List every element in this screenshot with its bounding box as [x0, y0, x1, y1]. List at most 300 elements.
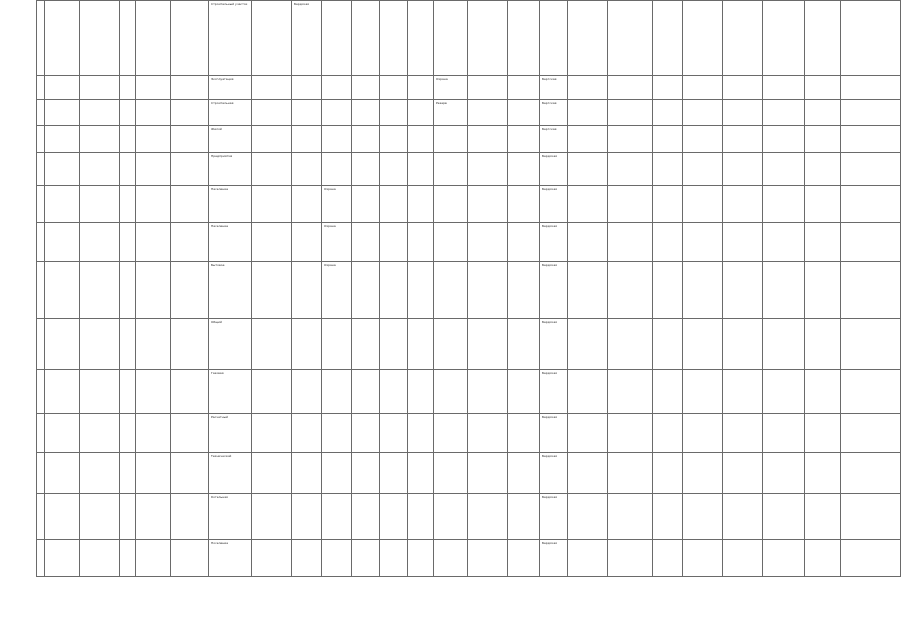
table-cell [468, 126, 508, 153]
table-cell: Жилой [209, 126, 252, 153]
table-cell [45, 319, 80, 370]
table-cell [80, 76, 120, 100]
table-cell [683, 76, 723, 100]
table-cell [352, 453, 380, 494]
table-cell [171, 540, 209, 577]
table-cell [380, 370, 408, 414]
table-cell [37, 223, 45, 262]
table-cell [292, 153, 322, 186]
table-cell [723, 1, 763, 76]
table-cell [508, 262, 540, 319]
table-cell [292, 414, 322, 453]
table-cell [380, 414, 408, 453]
table-row [37, 370, 901, 414]
table-cell: Бердская [540, 453, 568, 494]
table-cell [805, 370, 841, 414]
table-cell [37, 319, 45, 370]
table-cell [45, 262, 80, 319]
table-cell [80, 1, 120, 76]
table-cell [568, 76, 608, 100]
table-cell [80, 414, 120, 453]
table-cell [408, 494, 434, 540]
table-cell: Строительный участок [209, 1, 252, 76]
table-cell [568, 494, 608, 540]
table-cell [653, 1, 683, 76]
table-cell [408, 262, 434, 319]
table-cell [468, 186, 508, 223]
table-cell [683, 319, 723, 370]
table-cell [540, 1, 568, 76]
table-row [37, 76, 901, 100]
table-cell: Бергская [540, 76, 568, 100]
table-cell [171, 1, 209, 76]
table-cell [434, 370, 468, 414]
table-cell [37, 186, 45, 223]
table-cell [80, 494, 120, 540]
table-cell: Бергская [540, 126, 568, 153]
table-cell [608, 494, 653, 540]
table-cell [252, 494, 292, 540]
table-cell [683, 262, 723, 319]
table-cell [805, 223, 841, 262]
table-cell [653, 126, 683, 153]
table-cell [763, 262, 805, 319]
table-cell [841, 153, 901, 186]
table-cell [508, 540, 540, 577]
table-cell [608, 414, 653, 453]
table-cell [723, 453, 763, 494]
table-cell [171, 153, 209, 186]
table-cell: Бытовое [209, 262, 252, 319]
table-cell: Охрана [322, 186, 352, 223]
table-cell [568, 319, 608, 370]
table-cell: Строительная [209, 100, 252, 126]
table-cell [252, 319, 292, 370]
table-cell [841, 319, 901, 370]
table-cell [80, 319, 120, 370]
table-cell [653, 494, 683, 540]
table-cell [434, 126, 468, 153]
table-cell [136, 370, 171, 414]
table-cell [120, 76, 136, 100]
table-cell [683, 223, 723, 262]
table-cell: Бергская [540, 100, 568, 126]
table-row [37, 540, 901, 577]
table-cell [508, 453, 540, 494]
registry-body [37, 1, 901, 577]
table-cell [37, 414, 45, 453]
table-cell [380, 319, 408, 370]
table-cell [508, 186, 540, 223]
table-cell [322, 370, 352, 414]
table-cell [763, 494, 805, 540]
table-cell [434, 494, 468, 540]
table-cell: Предприятия [209, 153, 252, 186]
table-cell [568, 370, 608, 414]
table-cell [80, 540, 120, 577]
table-cell [653, 414, 683, 453]
table-cell [37, 100, 45, 126]
table-cell [136, 1, 171, 76]
table-row [37, 494, 901, 540]
table-cell [723, 186, 763, 223]
table-cell: Охрана [434, 76, 468, 100]
table-cell [653, 223, 683, 262]
table-cell [136, 453, 171, 494]
table-cell [408, 370, 434, 414]
table-cell [136, 223, 171, 262]
table-cell [723, 319, 763, 370]
table-cell [120, 223, 136, 262]
table-cell [136, 319, 171, 370]
table-cell [653, 370, 683, 414]
table-cell: Бердская [540, 414, 568, 453]
table-cell [37, 153, 45, 186]
table-cell [434, 262, 468, 319]
table-cell [805, 540, 841, 577]
table-cell: Охрана [322, 223, 352, 262]
table-cell [408, 153, 434, 186]
table-cell [841, 453, 901, 494]
table-cell [653, 262, 683, 319]
table-cell [805, 319, 841, 370]
table-cell [841, 414, 901, 453]
table-cell [352, 1, 380, 76]
table-cell [763, 319, 805, 370]
table-cell [171, 453, 209, 494]
table-cell [322, 540, 352, 577]
table-cell [322, 1, 352, 76]
table-cell [683, 494, 723, 540]
table-cell [653, 540, 683, 577]
table-row [37, 223, 901, 262]
table-cell [136, 494, 171, 540]
table-row [37, 453, 901, 494]
table-cell [37, 1, 45, 76]
table-cell [171, 370, 209, 414]
table-cell [723, 414, 763, 453]
table-cell [468, 494, 508, 540]
table-cell [45, 126, 80, 153]
table-cell [805, 262, 841, 319]
table-cell [380, 126, 408, 153]
table-cell [352, 540, 380, 577]
table-cell [171, 126, 209, 153]
table-cell [683, 186, 723, 223]
table-cell [45, 153, 80, 186]
table-cell [723, 494, 763, 540]
table-cell [468, 453, 508, 494]
registry-table [36, 0, 901, 577]
table-cell [252, 76, 292, 100]
table-cell [723, 262, 763, 319]
table-cell [763, 153, 805, 186]
table-cell [608, 126, 653, 153]
table-cell [568, 262, 608, 319]
table-cell [608, 262, 653, 319]
table-cell [252, 453, 292, 494]
table-cell [120, 453, 136, 494]
table-cell [468, 540, 508, 577]
table-cell [252, 540, 292, 577]
table-cell [37, 453, 45, 494]
table-cell [37, 494, 45, 540]
table-cell [37, 262, 45, 319]
table-cell: Общий [209, 319, 252, 370]
table-cell [653, 453, 683, 494]
table-cell [608, 453, 653, 494]
table-cell [45, 186, 80, 223]
table-cell [292, 186, 322, 223]
table-cell [434, 540, 468, 577]
table-cell: Бердская [292, 1, 322, 76]
table-cell [683, 370, 723, 414]
table-cell [252, 223, 292, 262]
table-cell [352, 414, 380, 453]
table-cell [252, 126, 292, 153]
table-cell [352, 319, 380, 370]
table-row [37, 100, 901, 126]
table-cell [608, 153, 653, 186]
table-cell [80, 370, 120, 414]
table-cell [45, 370, 80, 414]
table-cell [683, 100, 723, 126]
table-cell [45, 453, 80, 494]
table-cell [653, 153, 683, 186]
table-cell [136, 126, 171, 153]
table-cell [120, 186, 136, 223]
table-cell [292, 76, 322, 100]
table-cell: Население [209, 223, 252, 262]
table-cell [608, 100, 653, 126]
table-cell [841, 186, 901, 223]
table-cell [322, 494, 352, 540]
table-cell [136, 100, 171, 126]
table-cell [380, 494, 408, 540]
table-cell [136, 153, 171, 186]
table-cell [45, 414, 80, 453]
table-cell [468, 370, 508, 414]
table-cell [841, 126, 901, 153]
table-cell [568, 186, 608, 223]
table-cell [434, 153, 468, 186]
table-cell [292, 100, 322, 126]
table-cell [252, 153, 292, 186]
table-cell [352, 494, 380, 540]
table-cell [120, 414, 136, 453]
table-cell [352, 262, 380, 319]
table-cell [252, 262, 292, 319]
table-cell [120, 370, 136, 414]
table-cell [352, 153, 380, 186]
table-cell [408, 453, 434, 494]
table-cell [322, 76, 352, 100]
table-cell [468, 1, 508, 76]
table-cell [352, 370, 380, 414]
table-row [37, 126, 901, 153]
table-cell: Бердская [540, 223, 568, 262]
table-cell [136, 76, 171, 100]
table-row [37, 319, 901, 370]
table-cell [683, 1, 723, 76]
table-cell [841, 223, 901, 262]
table-row [37, 414, 901, 453]
table-cell [292, 453, 322, 494]
table-cell [434, 319, 468, 370]
table-cell [805, 494, 841, 540]
table-cell [434, 223, 468, 262]
table-cell [763, 370, 805, 414]
table-cell [468, 100, 508, 126]
table-cell [322, 453, 352, 494]
table-cell [568, 126, 608, 153]
table-cell [723, 223, 763, 262]
table-cell [252, 1, 292, 76]
table-cell [841, 100, 901, 126]
table-cell [80, 453, 120, 494]
table-cell [171, 76, 209, 100]
table-cell [380, 223, 408, 262]
table-cell: Бердская [540, 370, 568, 414]
table-cell [508, 126, 540, 153]
table-cell [805, 100, 841, 126]
table-cell [468, 76, 508, 100]
table-cell: Бердская [540, 494, 568, 540]
table-cell [136, 540, 171, 577]
table-cell [380, 153, 408, 186]
table-cell: Котельная [209, 494, 252, 540]
table-cell [508, 153, 540, 186]
table-cell [408, 1, 434, 76]
table-cell [322, 153, 352, 186]
table-cell [608, 540, 653, 577]
table-cell [468, 262, 508, 319]
table-cell [45, 76, 80, 100]
table-cell [252, 186, 292, 223]
table-cell [322, 100, 352, 126]
table-cell [568, 153, 608, 186]
table-cell [45, 100, 80, 126]
table-cell [568, 453, 608, 494]
table-cell [508, 494, 540, 540]
table-cell [434, 1, 468, 76]
table-cell [292, 126, 322, 153]
table-cell [653, 100, 683, 126]
table-cell [841, 370, 901, 414]
table-cell [468, 414, 508, 453]
table-cell [380, 100, 408, 126]
table-cell [322, 319, 352, 370]
table-row [37, 1, 901, 76]
table-cell: Эксплуатация [209, 76, 252, 100]
table-cell [408, 186, 434, 223]
table-cell [434, 453, 468, 494]
table-cell [136, 262, 171, 319]
table-cell [136, 414, 171, 453]
table-cell [568, 540, 608, 577]
table-cell: Газовая [209, 370, 252, 414]
table-cell [120, 262, 136, 319]
table-cell [841, 494, 901, 540]
table-cell [171, 494, 209, 540]
table-cell [292, 494, 322, 540]
table-cell [841, 262, 901, 319]
table-cell: Технический [209, 453, 252, 494]
table-cell [352, 186, 380, 223]
table-cell [252, 414, 292, 453]
table-cell [408, 76, 434, 100]
table-cell: Бердская [540, 540, 568, 577]
table-cell [380, 76, 408, 100]
table-cell [292, 223, 322, 262]
table-cell [136, 186, 171, 223]
table-cell [468, 223, 508, 262]
table-cell [608, 76, 653, 100]
table-cell [508, 76, 540, 100]
table-cell [568, 1, 608, 76]
table-cell: Бердская [540, 262, 568, 319]
table-cell [805, 414, 841, 453]
table-cell [763, 540, 805, 577]
table-cell [120, 100, 136, 126]
table-cell [171, 223, 209, 262]
table-cell [120, 126, 136, 153]
table-cell [763, 186, 805, 223]
table-cell [683, 540, 723, 577]
table-cell [352, 100, 380, 126]
table-cell [653, 76, 683, 100]
table-cell [322, 414, 352, 453]
table-cell [763, 453, 805, 494]
table-cell [653, 186, 683, 223]
table-cell [805, 186, 841, 223]
table-cell [683, 153, 723, 186]
table-cell [805, 153, 841, 186]
table-cell [37, 76, 45, 100]
table-cell [683, 414, 723, 453]
table-cell: Расчетный [209, 414, 252, 453]
table-cell [805, 126, 841, 153]
table-row [37, 186, 901, 223]
table-cell [683, 453, 723, 494]
table-cell [508, 414, 540, 453]
table-cell [608, 223, 653, 262]
table-cell [352, 223, 380, 262]
table-cell [80, 100, 120, 126]
table-cell: Население [209, 186, 252, 223]
table-cell [805, 1, 841, 76]
table-cell [683, 126, 723, 153]
table-cell: Бердская [540, 186, 568, 223]
table-cell [763, 126, 805, 153]
table-cell [568, 100, 608, 126]
table-row [37, 262, 901, 319]
table-cell [723, 126, 763, 153]
table-cell [80, 126, 120, 153]
table-cell [508, 1, 540, 76]
table-cell [292, 540, 322, 577]
table-cell [408, 100, 434, 126]
table-cell [723, 76, 763, 100]
table-cell [292, 319, 322, 370]
table-cell [408, 223, 434, 262]
table-cell [723, 370, 763, 414]
table-cell [171, 100, 209, 126]
table-cell [763, 76, 805, 100]
table-cell [45, 540, 80, 577]
table-cell [841, 1, 901, 76]
table-cell [252, 370, 292, 414]
